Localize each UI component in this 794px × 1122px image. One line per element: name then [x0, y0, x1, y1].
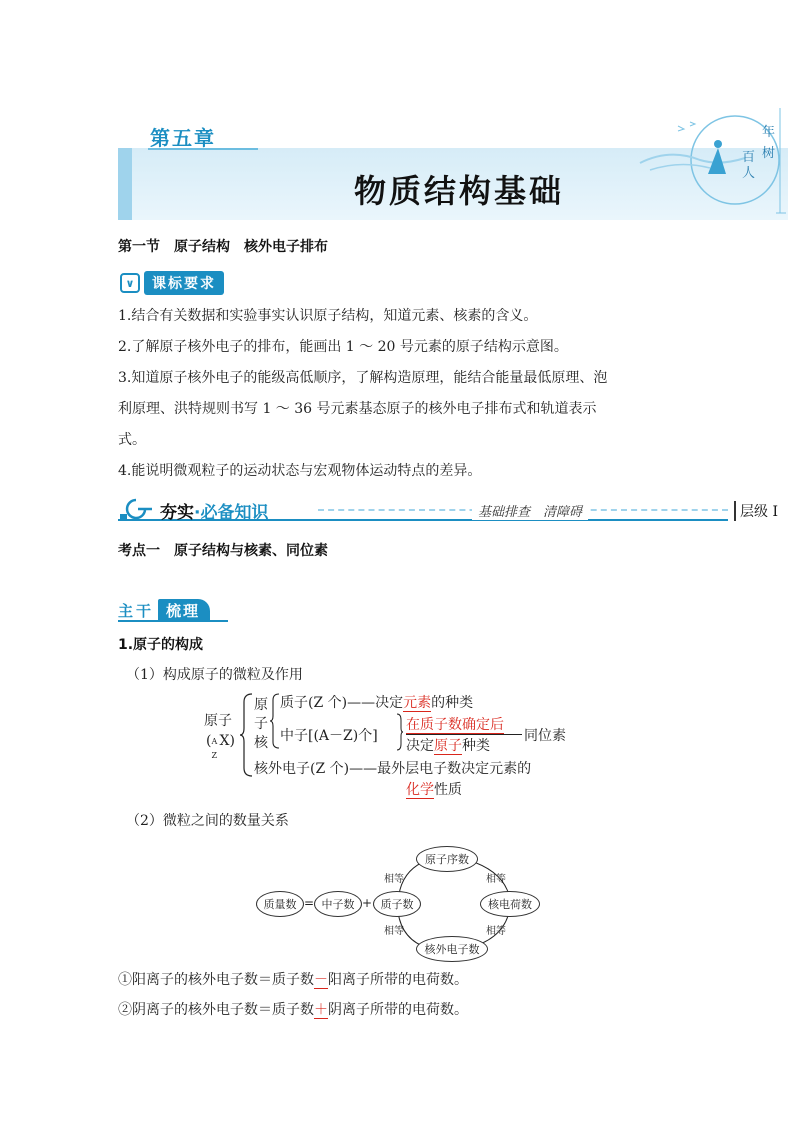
atomic-number: Z	[211, 751, 218, 760]
subheading-1: （1）构成原子的微粒及作用	[126, 667, 303, 683]
main-badge-a: 主干	[118, 601, 155, 620]
note-anion-answer: ＋	[314, 1002, 328, 1018]
chapter-title: 物质结构基础	[354, 172, 565, 210]
proton-line	[280, 692, 473, 712]
requirement-item: 式。	[118, 432, 146, 448]
proton-tail: 的种类	[431, 695, 474, 711]
note-anion-b: 阴离子所带的电荷数。	[328, 1002, 468, 1018]
nucleus-char-2: 子	[254, 716, 268, 732]
knowledge-title-a: 夯实	[160, 503, 194, 523]
neutron-number-node: 中子数	[314, 891, 362, 917]
deco-char-3: 百	[742, 150, 756, 165]
mass-number: A	[211, 737, 218, 746]
equal-label-1: 相等	[384, 874, 404, 885]
equal-label-4: 相等	[486, 926, 506, 937]
knowledge-band-subtitle: 基础排查 清障碍	[472, 501, 588, 520]
note-cation-answer: －	[314, 972, 328, 988]
electron-tail: 性质	[434, 782, 462, 798]
nucleus-char-3: 核	[254, 735, 268, 751]
knowledge-title-b: 必备知识	[200, 503, 269, 523]
atom-symbol: ( A Z X)	[206, 733, 235, 760]
note-cation	[118, 970, 678, 990]
plus-sign: +	[362, 896, 373, 910]
note-cation-a: ①阳离子的核外电子数＝质子数	[118, 972, 314, 988]
mass-number-node: 质量数	[256, 891, 304, 917]
topic-title: 考点一 原子结构与核素、同位素	[118, 543, 328, 559]
requirements-badge	[120, 272, 224, 294]
requirement-item: 2.了解原子核外电子的排布，能画出 1 ～ 20 号元素的原子结构示意图。	[118, 339, 568, 355]
nuclear-charge-node: 核电荷数	[480, 891, 540, 917]
heading-1: 1.原子的构成	[118, 637, 204, 653]
deco-char-1: 年	[762, 125, 776, 140]
equals-sign: =	[304, 896, 315, 910]
requirement-item: 4.能说明微观粒子的运动状态与宏观物体运动特点的差异。	[118, 463, 482, 479]
electron-answer: 化学	[406, 782, 434, 798]
chapter-label: 第五章	[150, 126, 216, 150]
chapter-strip	[118, 148, 132, 220]
main-badge	[118, 598, 210, 622]
proton-number-node: 质子数	[373, 891, 421, 917]
atom-label: 原子	[204, 713, 232, 729]
section-title: 第一节 原子结构 核外电子排布	[118, 239, 328, 255]
neutron-brace	[396, 712, 404, 752]
knowledge-band-title	[160, 498, 268, 523]
chevron-down-icon: ∨	[120, 273, 140, 293]
knowledge-title-dot: ·	[194, 503, 201, 523]
note-anion	[118, 1000, 678, 1020]
note-cation-b: 阳离子所带的电荷数。	[328, 972, 468, 988]
isotope-text: 同位素	[524, 728, 566, 744]
deco-char-4: 人	[742, 166, 756, 181]
equal-label-2: 相等	[486, 874, 506, 885]
subheading-2: （2）微粒之间的数量关系	[126, 813, 289, 829]
neutron-answer-2: 原子	[434, 738, 462, 754]
nucleus-brace	[270, 692, 280, 750]
main-badge-underline	[118, 620, 228, 622]
neutron-answer-1: 在质子数确定后	[406, 717, 504, 733]
neutron-line2-a: 决定	[406, 738, 434, 754]
neutron-line-2	[406, 735, 490, 755]
requirement-item: 1.结合有关数据和实验事实认识原子结构，知道元素、核素的含义。	[118, 308, 538, 324]
deco-char-2: 树	[762, 146, 776, 161]
neutron-line2-b: 种类	[462, 738, 490, 754]
atom-brace	[240, 692, 254, 778]
electron-count-node: 核外电子数	[416, 936, 488, 962]
atomic-number-node: 原子序数	[416, 846, 478, 872]
neutron-line-1	[406, 714, 504, 734]
note-anion-a: ②阴离子的核外电子数＝质子数	[118, 1002, 314, 1018]
element-symbol: X	[219, 733, 230, 749]
requirement-item: 利原理、洪特规则书写 1 ～ 36 号元素基态原子的核外电子排布式和轨道表示	[118, 401, 597, 417]
knowledge-level: 层级 Ⅰ	[734, 501, 778, 521]
electron-line-2	[406, 779, 462, 799]
proton-answer: 元素	[403, 695, 432, 711]
requirement-item: 3.知道原子核外电子的能级高低顺序，了解构造原理，能结合能量最低原理、泡	[118, 370, 608, 386]
electron-line: 核外电子(Z 个)——最外层电子数决定元素的	[254, 761, 532, 777]
main-badge-b: 梳理	[158, 599, 210, 622]
equal-label-3: 相等	[384, 926, 404, 937]
requirements-badge-label: 课标要求	[144, 271, 224, 295]
nucleus-char-1: 原	[254, 697, 268, 713]
neutron-text: 中子[(A－Z)个]	[280, 728, 378, 744]
proton-text: 质子(Z 个)——决定	[280, 695, 404, 711]
